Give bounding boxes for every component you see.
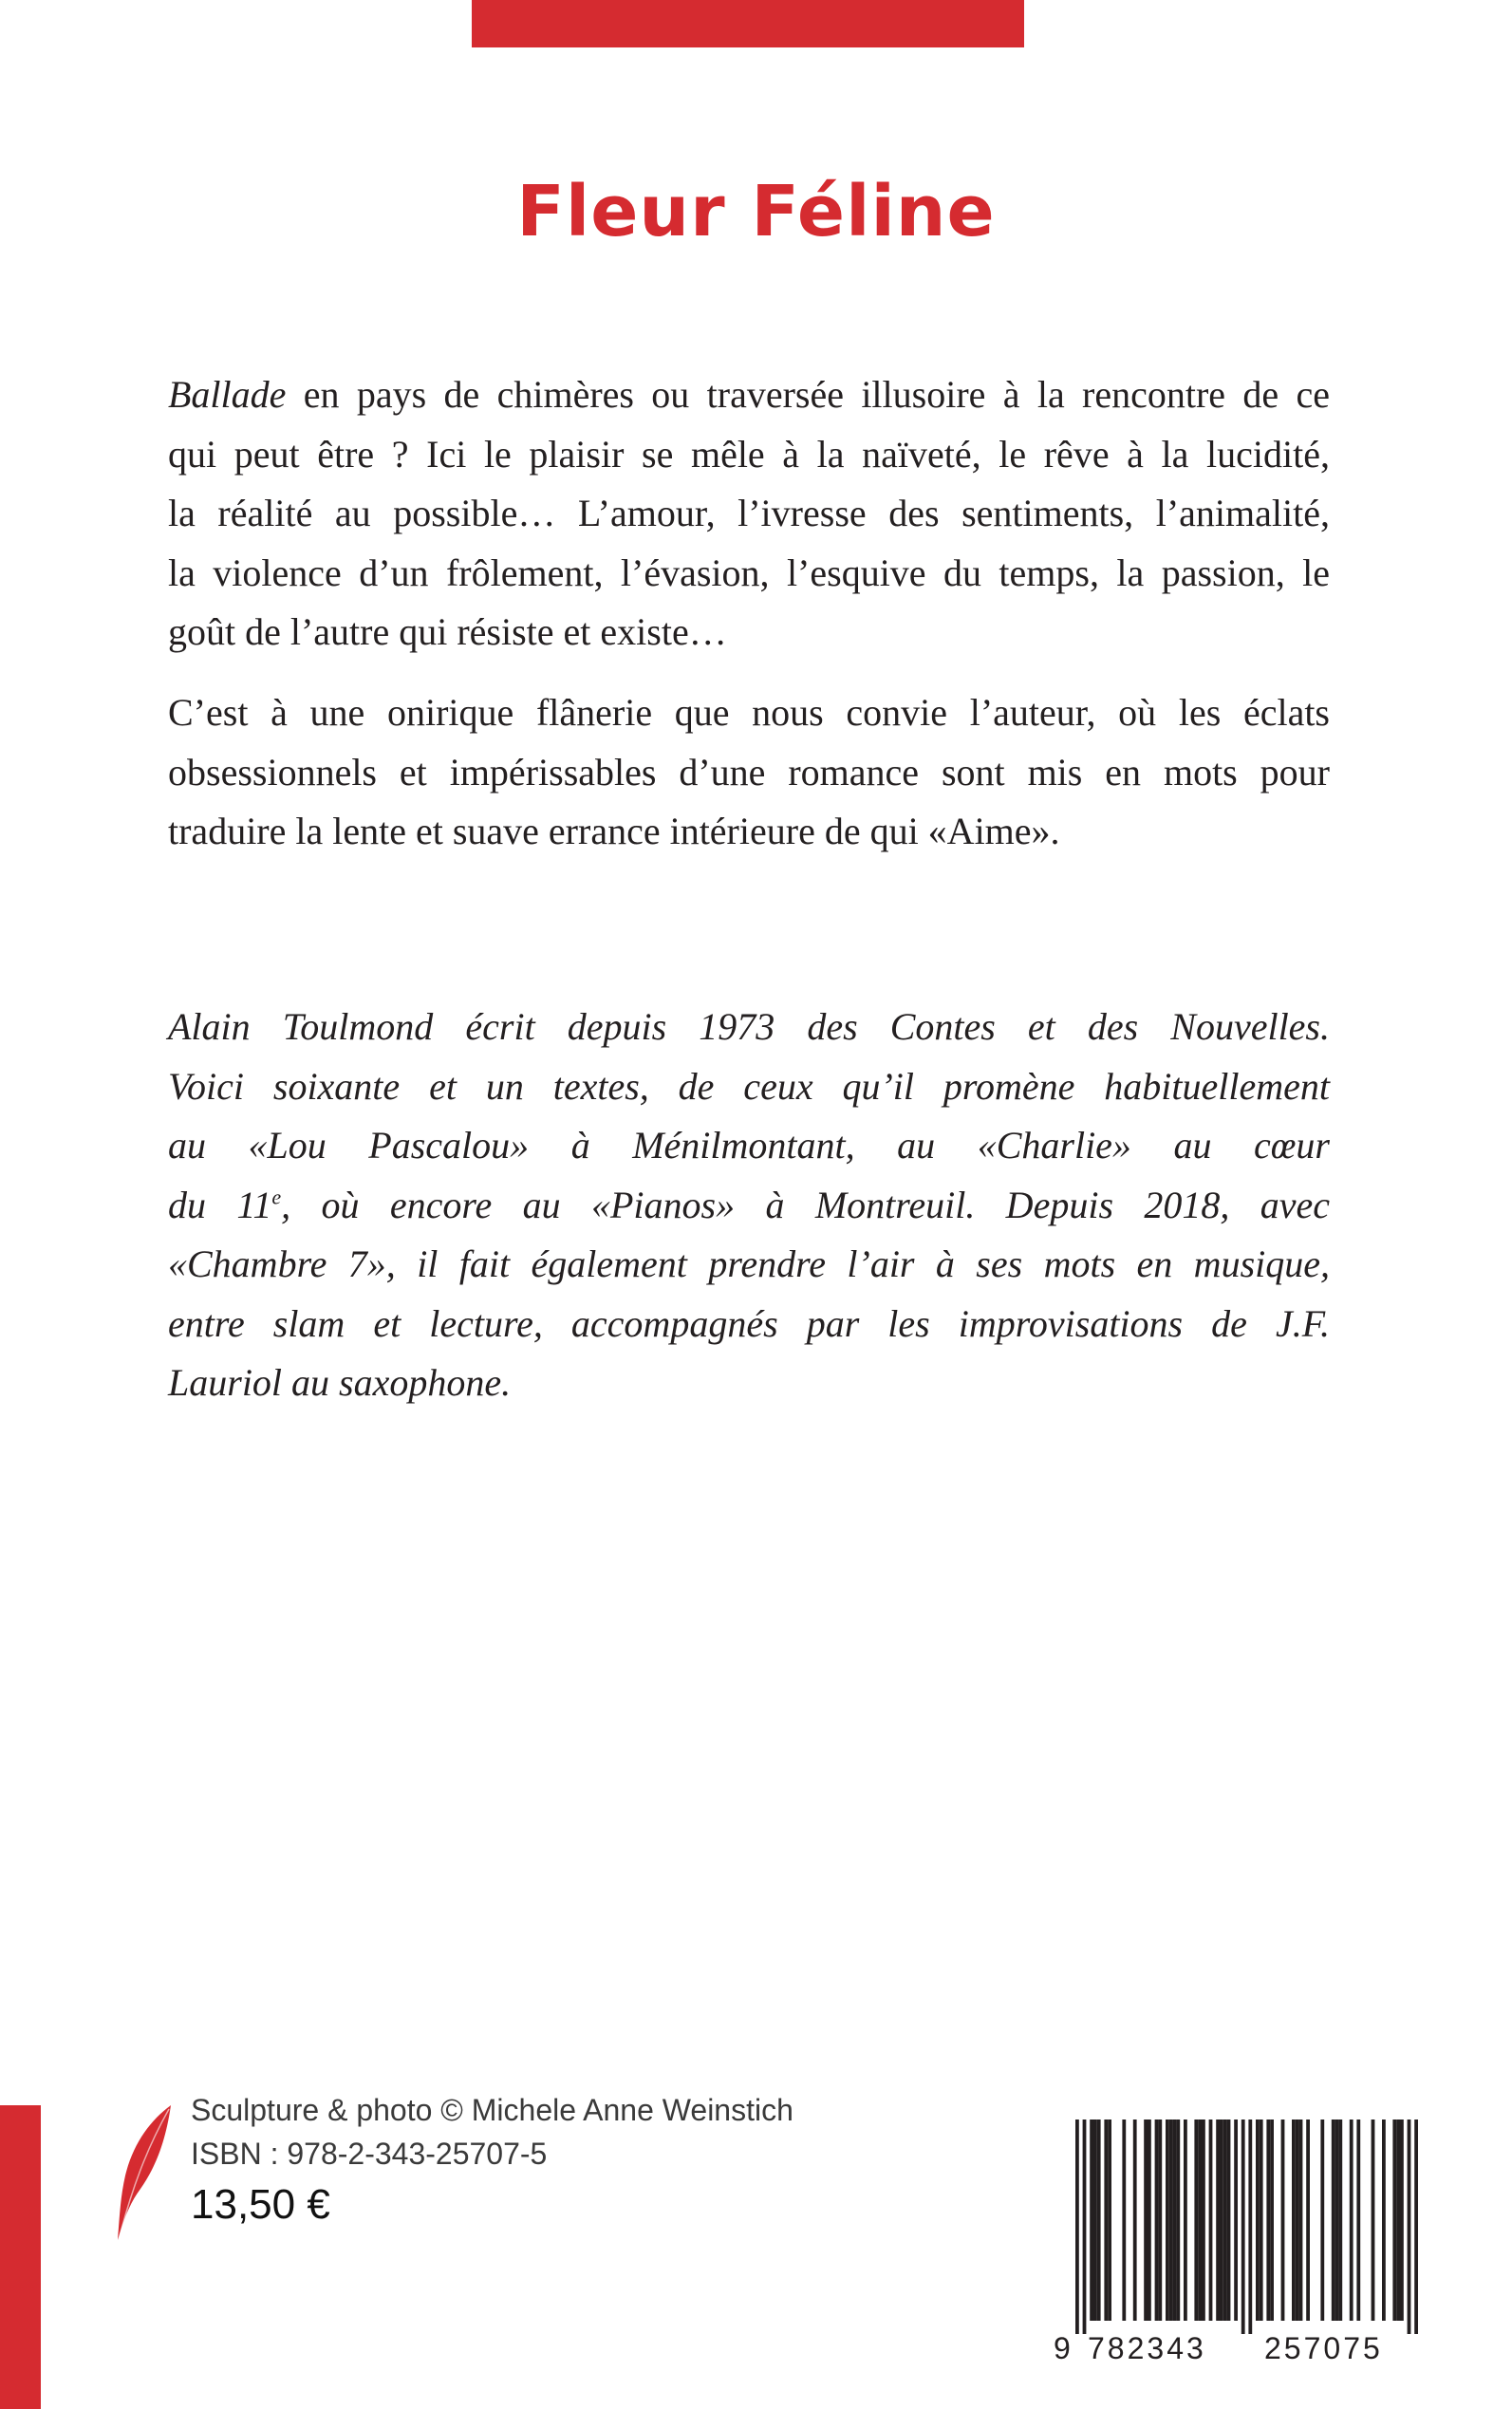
barcode-bar: [1234, 2120, 1238, 2321]
blurb-line: qui peut être ? Ici le plaisir se mêle à la naïveté, le rêve à la lucidité,: [168, 432, 1330, 476]
barcode-bar: [1209, 2120, 1213, 2321]
left-red-bar: [0, 2105, 41, 2409]
bio-line: du 11e, où encore au «Pianos» à Montreuil. Depuis 2018, avec: [168, 1183, 1330, 1226]
barcode-bar: [1396, 2120, 1400, 2321]
blurb-paragraph-1: [168, 365, 1330, 663]
barcode-bar: [1400, 2120, 1404, 2321]
blurb-paragraph-2: [168, 683, 1330, 862]
barcode-bar: [1382, 2120, 1386, 2321]
barcode-bar: [1256, 2120, 1260, 2321]
bio-line: Lauriol au saxophone.: [168, 1361, 512, 1404]
barcode-bar: [1184, 2120, 1187, 2321]
barcode-right-group: 257075: [1264, 2331, 1383, 2365]
colophon: [191, 2088, 793, 2234]
barcode-bar: [1223, 2120, 1227, 2321]
barcode-bar: [1148, 2120, 1151, 2321]
barcode-bar: [1155, 2120, 1159, 2321]
bio-line: au «Lou Pascalou» à Ménilmontant, au «Charlie» au cœur: [168, 1124, 1330, 1167]
barcode-bar: [1408, 2120, 1411, 2334]
barcode-bar: [1292, 2120, 1296, 2321]
barcode-bar: [1133, 2120, 1137, 2321]
barcode-bar: [1338, 2120, 1342, 2321]
price: 13,50 €: [191, 2181, 330, 2228]
blurb-line: obsessionnels et impérissables d’une romance sont mis en mots pour: [168, 750, 1330, 794]
barcode-bar: [1220, 2120, 1223, 2321]
barcode-bar: [1392, 2120, 1396, 2321]
barcode-bar: [1372, 2120, 1375, 2321]
barcode-bar: [1306, 2120, 1310, 2321]
barcode-bar: [1093, 2120, 1097, 2321]
barcode-bar: [1090, 2120, 1093, 2321]
barcode-bar: [1356, 2120, 1360, 2321]
barcode-bar: [1281, 2120, 1285, 2321]
barcode-bar: [1169, 2120, 1173, 2321]
barcode-bar: [1332, 2120, 1335, 2321]
barcode-bar: [1350, 2120, 1353, 2321]
blurb-line: goût de l’autre qui résiste et existe…: [168, 610, 727, 653]
barcode-left-group: 782343: [1088, 2331, 1206, 2365]
barcode-bar: [1266, 2120, 1270, 2321]
barcode-bar: [1097, 2120, 1101, 2321]
author-bio: [168, 998, 1330, 1413]
barcode-bar: [1248, 2120, 1252, 2334]
barcode-bar: [1144, 2120, 1148, 2321]
photo-credit: Sculpture & photo © Michele Anne Weinstich: [191, 2093, 793, 2127]
barcode-bar: [1414, 2120, 1418, 2334]
barcode-bar: [1122, 2120, 1126, 2321]
barcode-bar: [1227, 2120, 1231, 2321]
barcode-bar: [1173, 2120, 1177, 2321]
barcode-bar: [1296, 2120, 1299, 2321]
bio-line: Voici soixante et un textes, de ceux qu’il promène habituellement: [168, 1064, 1330, 1108]
barcode-bar: [1108, 2120, 1111, 2321]
barcode-bar: [1194, 2120, 1198, 2321]
bio-line: «Chambre 7», il fait également prendre l’air à ses mots en musique,: [168, 1242, 1330, 1285]
barcode-bar: [1075, 2120, 1079, 2334]
barcode-bar: [1299, 2120, 1303, 2321]
book-title: Fleur Féline: [516, 171, 996, 252]
red-feather-icon: [112, 2101, 178, 2244]
barcode-bar: [1104, 2120, 1108, 2321]
bio-line: entre slam et lecture, accompagnés par les improvisations de J.F.: [168, 1301, 1330, 1345]
barcode-bar: [1216, 2120, 1220, 2321]
barcode-bar: [1202, 2120, 1205, 2321]
barcode: [1049, 2120, 1428, 2334]
blurb-line: la réalité au possible… L’amour, l’ivresse des sentiments, l’animalité,: [168, 492, 1330, 534]
barcode-bar: [1198, 2120, 1202, 2321]
barcode-first-digit: 9: [1054, 2331, 1071, 2365]
blurb-line: Ballade en pays de chimères ou traversée illusoire à la rencontre de ce: [168, 373, 1330, 416]
blurb-line: la violence d’un frôlement, l’évasion, l’esquive du temps, la passion, le: [168, 551, 1330, 594]
barcode-bar: [1270, 2120, 1274, 2321]
barcode-bar: [1083, 2120, 1087, 2334]
isbn: ISBN : 978-2-343-25707-5: [191, 2137, 548, 2171]
barcode-bar: [1335, 2120, 1339, 2321]
barcode-bar: [1166, 2120, 1169, 2321]
top-red-bar: [472, 0, 1024, 47]
barcode-bar: [1320, 2120, 1324, 2321]
barcode-bar: [1158, 2120, 1162, 2321]
barcode-bar: [1241, 2120, 1245, 2334]
blurb-line: C’est à une onirique flânerie que nous convie l’auteur, où les éclats: [168, 691, 1330, 734]
bio-line: Alain Toulmond écrit depuis 1973 des Contes et des Nouvelles.: [168, 1005, 1330, 1048]
barcode-bar: [1176, 2120, 1180, 2321]
blurb-line: traduire la lente et suave errance intérieure de qui «Aime».: [168, 810, 1060, 852]
barcode-bar: [1260, 2120, 1263, 2321]
